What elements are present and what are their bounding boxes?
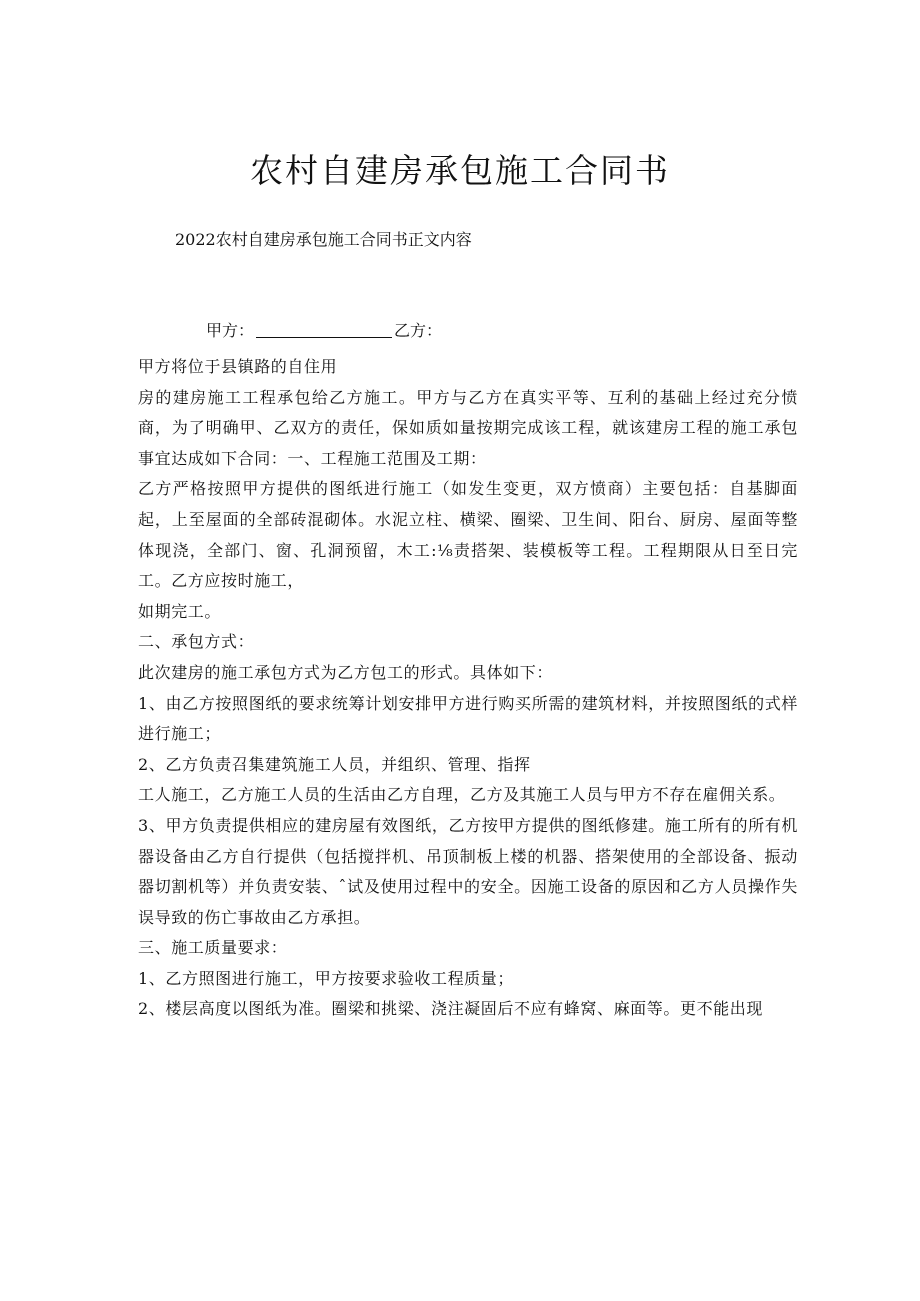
parties-line <box>206 318 442 344</box>
document-title: 农村自建房承包施工合同书 <box>250 151 670 190</box>
document-subtitle: 2022农村自建房承包施工合同书正文内容 <box>175 230 472 249</box>
paragraph: 甲方将位于县镇路的自住用 <box>138 357 338 376</box>
paragraph: 工人施工，乙方施工人员的生活由乙方自理，乙方及其施工人员与甲方不存在雇佣关系。 <box>138 785 786 805</box>
paragraph: 房的建房施工工程承包给乙方施工。甲方与乙方在真实平等、互利的基础上经过充分愤商，为了明确甲、乙双方的责任，保如质如量按期完成该工程，就该建房工程的施工承包事宜达成如下合同：一、工程施工范围及工期： <box>138 387 798 468</box>
party-a-label: 甲方： <box>206 321 255 340</box>
list-item: 1、乙方照图进行施工，甲方按要求验收工程质量； <box>138 968 514 988</box>
section-heading: 二、承包方式： <box>138 632 255 652</box>
paragraph: 如期完工。 <box>138 601 222 621</box>
list-item: 3、甲方负责提供相应的建房屋有效图纸，乙方按甲方提供的图纸修建。施工所有的所有机器设备由乙方自行提供（包括搅拌机、吊顶制板上楼的机器、搭架使用的全部设备、振动器切割机等）并负责安装、ˆ试及使用过程中的安全。因施工设备的原因和乙方人员操作失误导致的伤亡事故由乙方承担。 <box>138 815 798 927</box>
list-item: 2、乙方负责召集建筑施工人员，并组织、管理、指挥 <box>138 754 531 774</box>
party-a-blank <box>256 321 392 338</box>
paragraph: 此次建房的施工承包方式为乙方包工的形式。具体如下： <box>138 662 554 682</box>
list-item: 2、楼层高度以图纸为准。圈梁和挑梁、浇注凝固后不应有蜂窝、麻面等。更不能出现 <box>138 999 763 1019</box>
contract-body <box>138 352 798 1025</box>
party-b-label: 乙方： <box>394 321 443 340</box>
list-item: 1、由乙方按照图纸的要求统筹计划安排甲方进行购买所需的建筑材料，并按照图纸的式样进行施工； <box>138 693 798 744</box>
paragraph: 乙方严格按照甲方提供的图纸进行施工（如发生变更，双方愤商）主要包括：自基脚面起，上至屋面的全部砖混砌体。水泥立柱、横梁、圈梁、卫生间、阳台、厨房、屋面等整体现浇，全部门、窗、孔洞预留，木工:⅛责搭架、装模板等工程。工程期限从日至日完工。乙方应按时施工， <box>138 479 798 591</box>
section-heading: 三、施工质量要求： <box>138 938 288 958</box>
